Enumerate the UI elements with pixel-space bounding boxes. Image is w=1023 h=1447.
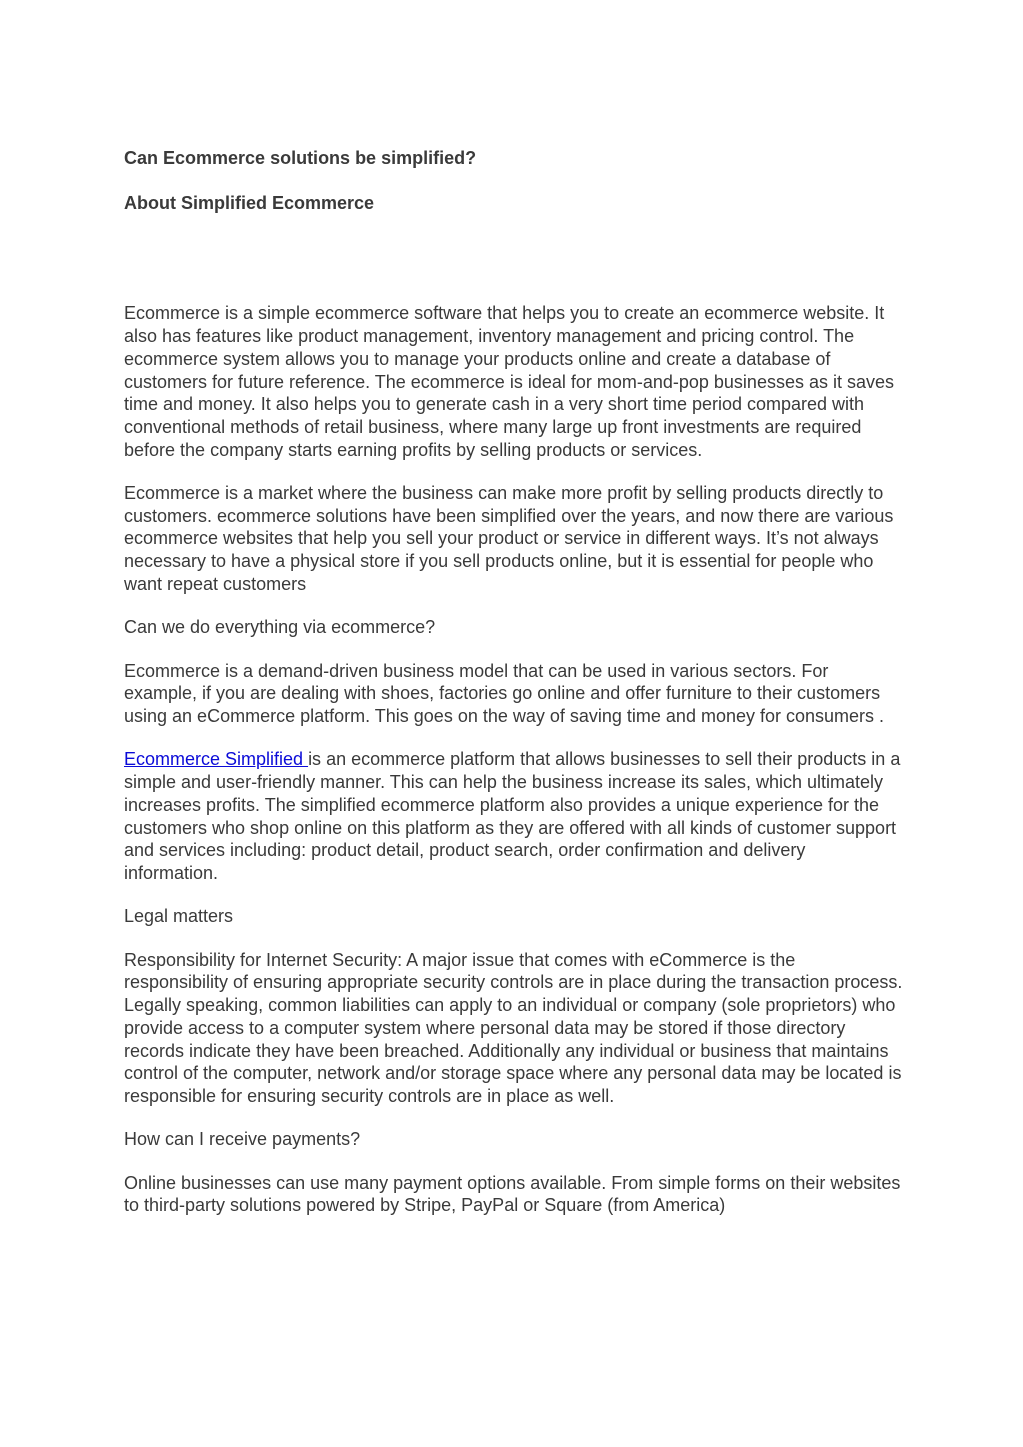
paragraph-intro: Ecommerce is a simple ecommerce software that helps you to create an ecommerce website. It also has features like product management, inventory management and pricing control. The ecommerce system allows you to manage your products online and create a database of customers for future reference. The ecommerce is ideal for mom-and-pop businesses as it saves time and money. It also helps you to generate cash in a very short time period compared with conventional methods of retail business, where many large up front investments are required before the company starts earning profits by selling products or services. [124, 303, 895, 460]
paragraph-payment-options: Online businesses can use many payment options available. From simple forms on their websites to third-party solutions powered by Stripe, PayPal or Square (from America) [124, 1172, 901, 1216]
question-everything-via-ecommerce: Can we do everything via ecommerce? [124, 617, 436, 638]
paragraph-demand-driven: Ecommerce is a demand-driven business model that can be used in various sectors. For example, if you are dealing with shoes, factories go online and offer furniture to their customers using an eCommerce platform. This goes on the way of saving time and money for consumers . [124, 660, 885, 727]
paragraph-internet-security: Responsibility for Internet Security: A major issue that comes with eCommerce is the responsibility of ensuring appropriate security controls are in place during the transaction process. Legally speaking, common liabilities can apply to an individual or company (sole proprietors) who provide access to a computer system where personal data may be stored if those directory records indicate they have been breached. Additionally any individual or business that maintains control of the computer, network and/or storage space where any personal data may be located is responsible for ensuring security controls are in place as well. [124, 949, 903, 1106]
ecommerce-simplified-link[interactable]: Ecommerce Simplified [124, 749, 309, 770]
paragraph-market: Ecommerce is a market where the business can make more profit by selling products directly to customers. ecommerce solutions have been simplified over the years, and now there are various ecommerce websites that help you sell your product or service in different ways. It’s not always necessary to have a physical store if you sell products online, but it is essential for people who want repeat customers [124, 483, 894, 594]
document-page [124, 147, 904, 1238]
paragraph-ecommerce-simplified [124, 748, 904, 884]
section-legal-matters: Legal matters [124, 906, 234, 927]
document-title: Can Ecommerce solutions be simplified? [124, 148, 477, 168]
document-subtitle: About Simplified Ecommerce [124, 192, 375, 213]
question-receive-payments: How can I receive payments? [124, 1129, 361, 1150]
paragraph-ecommerce-simplified-text: is an ecommerce platform that allows businesses to sell their products in a simple and user-friendly manner. This can help the business increase its sales, which ultimately increases profits. The simplified ecommerce platform also provides a unique experience for the customers who shop online on this platform as they are offered with all kinds of customer support and services including: product detail, product search, order confirmation and delivery information. [124, 749, 901, 883]
